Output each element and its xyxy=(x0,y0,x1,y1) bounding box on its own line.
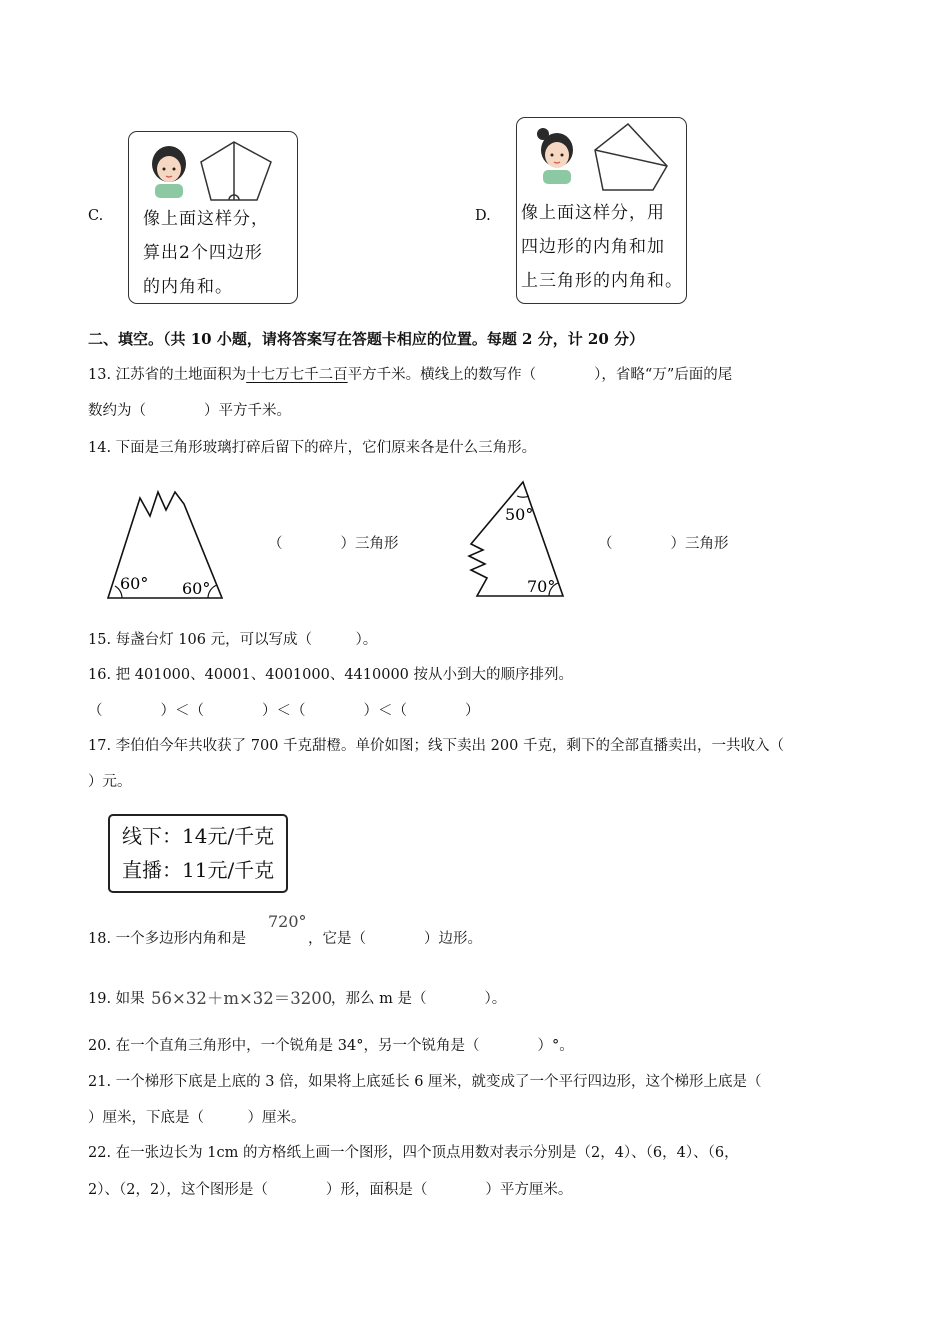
q14-fig2-angle-bottom: 70° xyxy=(527,577,556,596)
q13-line1 xyxy=(88,365,732,385)
choice-d-letter: D. xyxy=(475,208,491,224)
q17-price-box xyxy=(108,814,288,893)
q17-price-live: 直播：11元/千克 xyxy=(122,858,275,882)
q13-text-pre: 13. 江苏省的土地面积为 xyxy=(88,367,247,383)
q14-text: 14. 下面是三角形玻璃打碎后留下的碎片，它们原来各是什么三角形。 xyxy=(88,440,537,456)
q14-fig1-broken-triangle xyxy=(100,488,230,606)
q18-formula: 720° xyxy=(268,912,307,931)
choice-d-card xyxy=(516,117,687,304)
q18-text-post: ，它是（ ）边形。 xyxy=(308,931,482,947)
girl-avatar-icon xyxy=(537,128,573,184)
q16-text: 16. 把 401000、40001、4001000、4410000 按从小到大的顺序排列。 xyxy=(88,667,574,683)
girl-avatar-icon xyxy=(152,146,186,198)
q16-blanks: （ ）＜（ ）＜（ ）＜（ ） xyxy=(88,703,480,719)
q21-line1: 21. 一个梯形下底是上底的 3 倍，如果将上底延长 6 厘米，就变成了一个平行四边形，这个梯形上底是（ xyxy=(88,1074,762,1090)
q17-line2: ）元。 xyxy=(88,774,132,790)
q21-line2: ）厘米，下底是（ ）厘米。 xyxy=(88,1110,306,1126)
q17-line1: 17. 李伯伯今年共收获了 700 千克甜橙。单价如图；线下卖出 200 千克，剩下的全部直播卖出，一共收入（ xyxy=(88,738,784,754)
choice-c-line: 算出2个四边形 xyxy=(143,243,263,263)
q14-fig1-angle-left: 60° xyxy=(120,574,149,593)
choice-c-line: 的内角和。 xyxy=(143,277,233,297)
q15-text: 15. 每盏台灯 106 元，可以写成（ ）。 xyxy=(88,632,378,648)
q20-text: 20. 在一个直角三角形中，一个锐角是 34°，另一个锐角是（ ）°。 xyxy=(88,1038,574,1054)
q14-fig2-answer: （ ）三角形 xyxy=(598,536,729,552)
q13-underlined-number: 十七万七千二百 xyxy=(246,367,348,383)
q19-text-post: ，那么 m 是（ ）。 xyxy=(331,991,507,1007)
q14-fig2-angle-top: 50° xyxy=(505,505,534,524)
choice-d-line: 上三角形的内角和。 xyxy=(521,271,683,291)
choice-c-illustration xyxy=(139,136,289,206)
q19-formula: 56×32＋m×32＝3200 xyxy=(151,989,333,1008)
choice-c-letter: C. xyxy=(88,208,104,224)
q13-text-post: 平方千米。横线上的数写作（ ），省略“万”后面的尾 xyxy=(347,367,733,383)
q19-text-pre: 19. 如果 xyxy=(88,991,145,1007)
q14-fig1-angle-right: 60° xyxy=(182,579,211,598)
section-heading: 二、填空。（共 10 小题，请将答案写在答题卡相应的位置。每题 2 分，计 20 分） xyxy=(88,330,645,348)
q18-text-pre: 18. 一个多边形内角和是 xyxy=(88,931,247,947)
choice-d-line: 四边形的内角和加 xyxy=(521,237,665,257)
q14-fig1-answer: （ ）三角形 xyxy=(268,536,399,552)
pentagon-split-icon xyxy=(201,142,271,200)
q22-line1: 22. 在一张边长为 1cm 的方格纸上画一个图形，四个顶点用数对表示分别是（2，4）、（6，4）、（6， xyxy=(88,1145,739,1161)
pentagon-split-icon xyxy=(595,124,667,190)
q13-line2: 数约为（ ）平方千米。 xyxy=(88,403,291,419)
q17-price-offline: 线下：14元/千克 xyxy=(122,824,275,848)
choice-d-line: 像上面这样分，用 xyxy=(521,203,665,223)
q14-fig2-broken-triangle xyxy=(465,478,570,604)
q22-line2: 2）、（2，2），这个图形是（ ）形，面积是（ ）平方厘米。 xyxy=(88,1182,573,1198)
choice-d-illustration xyxy=(523,120,683,194)
choice-c-card xyxy=(128,131,298,304)
choice-c-line: 像上面这样分， xyxy=(143,209,269,229)
